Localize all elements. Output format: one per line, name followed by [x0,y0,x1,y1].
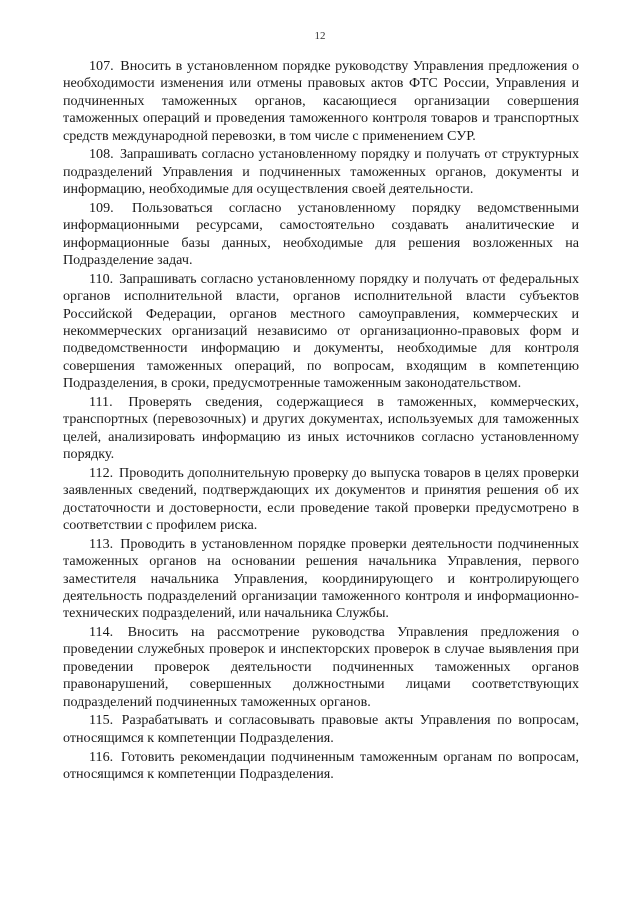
paragraph-number: 109. [89,199,114,216]
paragraph-115 [63,712,579,747]
paragraph-number: 111. [89,393,113,410]
page-number: 12 [314,30,326,42]
paragraph-112 [63,465,579,535]
paragraph-number: 115. [89,712,114,729]
paragraph-text: Проводить дополнительную проверку до выпуска товаров в целях проверки заявленных сведений, подтверждающих их документов и принятия решения об их достаточности и достоверности, если проведение такой проверки предусмотрено в соответствии с профилем риска. [63,464,579,534]
paragraph-109 [63,200,579,270]
paragraph-text: Проверять сведения, содержащиеся в таможенных, коммерческих, транспортных (перевозочных) и других документах, используемых для таможенных целей, анализировать информацию из иных источников согласно установленному порядку. [63,393,579,463]
paragraph-text: Запрашивать согласно установленному порядку и получать от федеральных органов исполнительной власти, органов исполнительной власти субъектов Российской Федерации, органов местного самоуправления, коммерческих и некоммерческих организаций независимо от организационно-правовых форм и подведомственности информацию и документы, необходимые для контроля совершения таможенных операций, по вопросам, входящим в компетенцию Подразделения, в сроки, предусмотренные таможенным законодательством. [63,270,579,392]
paragraph-text: Готовить рекомендации подчиненным таможенным органам по вопросам, относящимся к компетенции Подразделения. [63,748,579,782]
paragraph-number: 110. [89,270,114,287]
paragraph-116 [63,749,579,784]
paragraph-text: Пользоваться согласно установленному порядку ведомственными информационными ресурсами, самостоятельно создавать аналитические и информационные базы данных, необходимые для решения возложенных на Подразделение задач. [63,199,579,269]
paragraph-text: Вносить на рассмотрение руководства Управления предложения о проведении служебных проверок и инспекторских проверок в случае выявления при проведении проверок деятельности подчиненных таможенных органов правонарушений, совершенных должностными лицами соответствующих подразделений подчиненных таможенных органов. [63,624,579,710]
paragraph-number: 113. [89,535,114,552]
paragraph-number: 112. [89,464,114,481]
paragraph-text: Запрашивать согласно установленному порядку и получать от структурных подразделений Управления и подчиненных таможенных органов, документы и информацию, необходимые для осуществления своей деятельности. [63,146,579,198]
paragraph-number: 108. [89,146,114,163]
paragraph-number: 116. [89,748,114,765]
paragraph-number: 107. [89,58,114,74]
paragraph-number: 114. [89,624,114,641]
paragraph-110 [63,271,579,393]
paragraph-108 [63,146,579,198]
paragraph-113 [63,536,579,623]
paragraph-111 [63,394,579,464]
paragraph-114 [63,624,579,711]
paragraph-text: Проводить в установленном порядке проверки деятельности подчиненных таможенных органов на основании решения начальника Управления, первого заместителя начальника Управления, координирующего и контролирующего деятельность подразделений организации таможенного контроля и информационно-технических подразделений, или начальника Службы. [63,535,579,622]
paragraph-text: Вносить в установленном порядке руководству Управления предложения о необходимости изменения или отмены правовых актов ФТС России, Управления и подчиненных таможенных органов, касающиеся организации совершения таможенных операций и проведения таможенного контроля товаров и транспортных средств международной перевозки, в том числе с применением СУР. [63,58,579,144]
document-body [63,58,579,785]
paragraph-text: Разрабатывать и согласовывать правовые акты Управления по вопросам, относящимся к компетенции Подразделения. [63,712,579,746]
paragraph-107 [63,58,579,145]
